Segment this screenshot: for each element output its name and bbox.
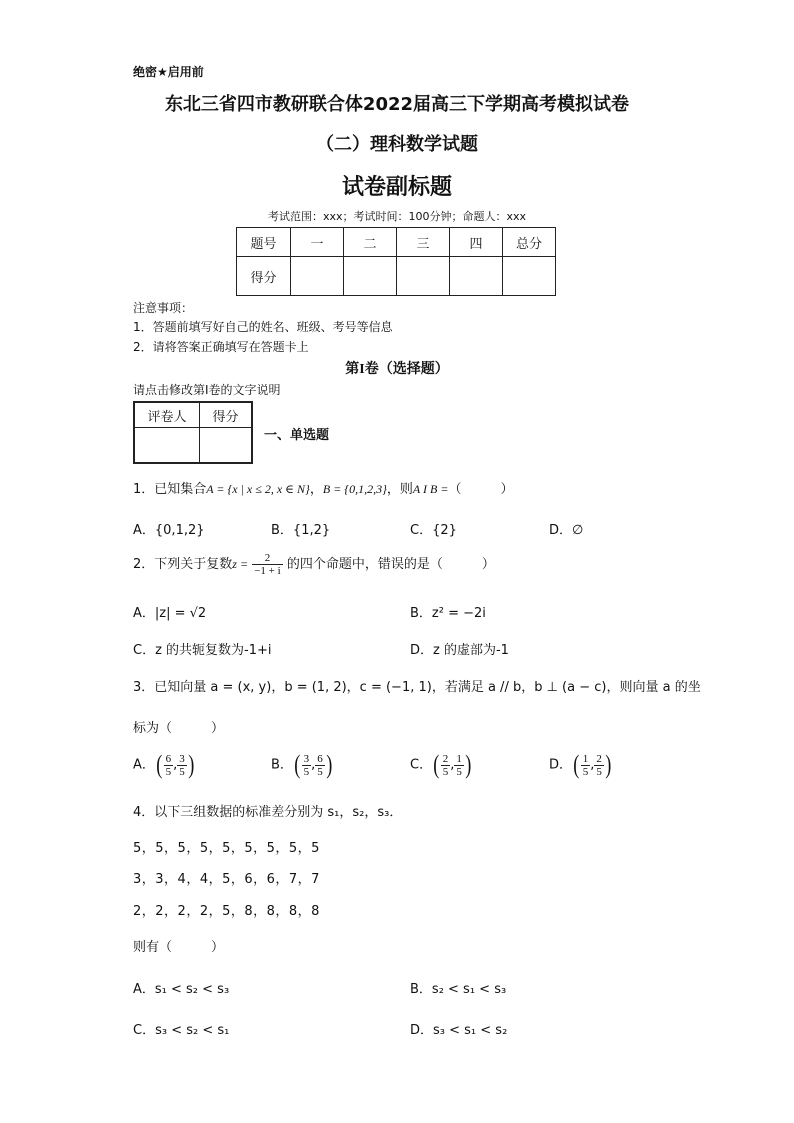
note-item: 2．请将答案正确填写在答题卡上 [133, 340, 309, 354]
score-cell [503, 257, 556, 296]
q1-tail: （ ） [448, 482, 514, 497]
q2-option-a[interactable]: A．|z| = √2 [133, 606, 207, 621]
q3-a-frac1 [164, 753, 174, 778]
exam-title-line2: （二）理科数学试题 [316, 134, 478, 155]
q3-option-a[interactable]: A．( $\frac{6}{5}$ , $\frac{3}{5}$ ) [133, 750, 195, 779]
q1-option-b[interactable]: B．{1,2} [271, 523, 331, 538]
score-header-number: 题号 [237, 228, 291, 257]
q3-option-b-label: B． [271, 757, 293, 773]
q3-line2: 标为（ ） [133, 721, 225, 736]
q4-data-row: 5，5，5，5，5，5，5，5，5 [133, 841, 320, 856]
denominator: 5 [456, 765, 462, 778]
left-paren: ( [294, 750, 301, 779]
score-cell [291, 257, 344, 296]
q2-denominator: −1 + i [254, 565, 281, 577]
denominator: 5 [442, 765, 449, 778]
q3-option-b[interactable]: B．( $\frac{3}{5}$ , $\frac{6}{5}$ ) [271, 750, 333, 779]
numerator: 6 [317, 752, 323, 765]
q3-b-frac1 [302, 753, 312, 778]
left-paren: ( [573, 750, 580, 779]
right-paren: ) [605, 750, 612, 779]
denominator: 5 [596, 765, 602, 778]
numerator: 3 [179, 752, 185, 765]
q3-option-a-label: A． [133, 757, 155, 773]
score-cell [450, 257, 503, 296]
numerator: 1 [456, 752, 462, 765]
note-item: 1．答题前填写好自己的姓名、班级、考号等信息 [133, 320, 393, 334]
q4-option-a[interactable]: A．s₁ < s₂ < s₃ [133, 982, 230, 997]
q2-fraction [252, 552, 282, 577]
q2-tail: 的四个命题中，错误的是（ ） [286, 557, 495, 572]
score-header-total: 总分 [503, 228, 556, 257]
section-title: 一、单选题 [264, 428, 330, 443]
q4-option-d[interactable]: D．s₃ < s₁ < s₂ [410, 1023, 508, 1038]
grader-table [133, 401, 253, 464]
score-table [236, 227, 556, 296]
part1-description[interactable]: 请点击修改第I卷的文字说明 [133, 383, 281, 397]
q3-d-frac2 [594, 753, 604, 778]
q1-set-a: A = {x | x ≤ 2, x ∈ N} [206, 482, 310, 496]
q1-option-c[interactable]: C．{2} [410, 523, 457, 538]
score-row-label: 得分 [237, 257, 291, 296]
numerator: 2 [596, 752, 602, 765]
score-cell [397, 257, 450, 296]
denominator: 5 [165, 765, 172, 778]
numerator: 1 [582, 752, 589, 765]
q1-option-d[interactable]: D．∅ [549, 523, 584, 538]
q4-data-row: 2，2，2，2，5，8，8，8，8 [133, 904, 320, 919]
q2-prefix: 2．下列关于复数 [133, 557, 233, 572]
confidential-mark: 绝密★启用前 [133, 65, 204, 79]
q3-b-frac2 [315, 753, 325, 778]
q1-prefix: 1．已知集合 [133, 482, 207, 497]
right-paren: ) [188, 750, 195, 779]
grader-score-header: 得分 [200, 402, 253, 428]
right-paren: ) [465, 750, 472, 779]
numerator: 2 [442, 752, 449, 765]
grader-score-cell [200, 428, 253, 464]
q2-option-b[interactable]: B．z² = −2i [410, 606, 486, 621]
numerator: 6 [165, 752, 172, 765]
q3-a-frac2 [177, 753, 187, 778]
question-1 [133, 478, 513, 497]
q2-z: z = [232, 557, 249, 571]
notes-title: 注意事项： [133, 301, 194, 315]
score-header-4: 四 [450, 228, 503, 257]
denominator: 5 [179, 765, 185, 778]
exam-title-line1: 东北三省四市教研联合体2022届高三下学期高考模拟试卷 [164, 94, 630, 115]
q4-prompt: 4．以下三组数据的标准差分别为 s₁，s₂，s₃． [133, 805, 403, 820]
q3-d-frac1 [581, 753, 591, 778]
q1-option-a[interactable]: A．{0,1,2} [133, 523, 205, 538]
q1-mid: ，则 [386, 482, 413, 497]
q2-numerator: 2 [252, 552, 282, 565]
q1-sep: ， [309, 482, 323, 497]
q4-option-c[interactable]: C．s₃ < s₂ < s₁ [133, 1023, 230, 1038]
q4-then: 则有（ ） [133, 940, 225, 955]
part1-title: 第I卷（选择题） [345, 362, 449, 377]
exam-subtitle: 试卷副标题 [341, 175, 452, 200]
q3-c-frac1 [441, 753, 451, 778]
q3-option-c[interactable]: C．( $\frac{2}{5}$ , $\frac{1}{5}$ ) [410, 750, 472, 779]
q1-expr: A I B = [412, 482, 449, 496]
q4-data-row: 3，3，4，4，5，6，6，7，7 [133, 872, 320, 887]
numerator: 3 [303, 752, 310, 765]
q3-option-d[interactable]: D．( $\frac{1}{5}$ , $\frac{2}{5}$ ) [549, 750, 612, 779]
q3-option-c-label: C． [410, 757, 433, 773]
q2-option-c[interactable]: C．z 的共轭复数为-1+i [133, 643, 272, 658]
q2-option-d[interactable]: D．z 的虚部为-1 [410, 643, 509, 658]
left-paren: ( [156, 750, 163, 779]
score-header-2: 二 [344, 228, 397, 257]
grader-header: 评卷人 [134, 402, 200, 428]
left-paren: ( [433, 750, 440, 779]
exam-info: 考试范围：xxx；考试时间：100分钟；命题人：xxx [267, 210, 527, 223]
q1-set-b: B = {0,1,2,3} [322, 482, 387, 496]
q4-option-b[interactable]: B．s₂ < s₁ < s₃ [410, 982, 507, 997]
q3-line1: 3．已知向量 a = (x, y)，b = (1, 2)，c = (−1, 1)，若满足 a // b，b ⊥ (a − c)，则向量 a 的坐 [133, 680, 701, 695]
right-paren: ) [326, 750, 333, 779]
q3-c-frac2 [454, 753, 464, 778]
question-2 [133, 552, 495, 577]
q3-option-d-label: D． [549, 757, 573, 773]
denominator: 5 [582, 765, 589, 778]
score-header-3: 三 [397, 228, 450, 257]
denominator: 5 [317, 765, 323, 778]
score-cell [344, 257, 397, 296]
score-header-1: 一 [291, 228, 344, 257]
grader-cell [134, 428, 200, 464]
denominator: 5 [303, 765, 310, 778]
